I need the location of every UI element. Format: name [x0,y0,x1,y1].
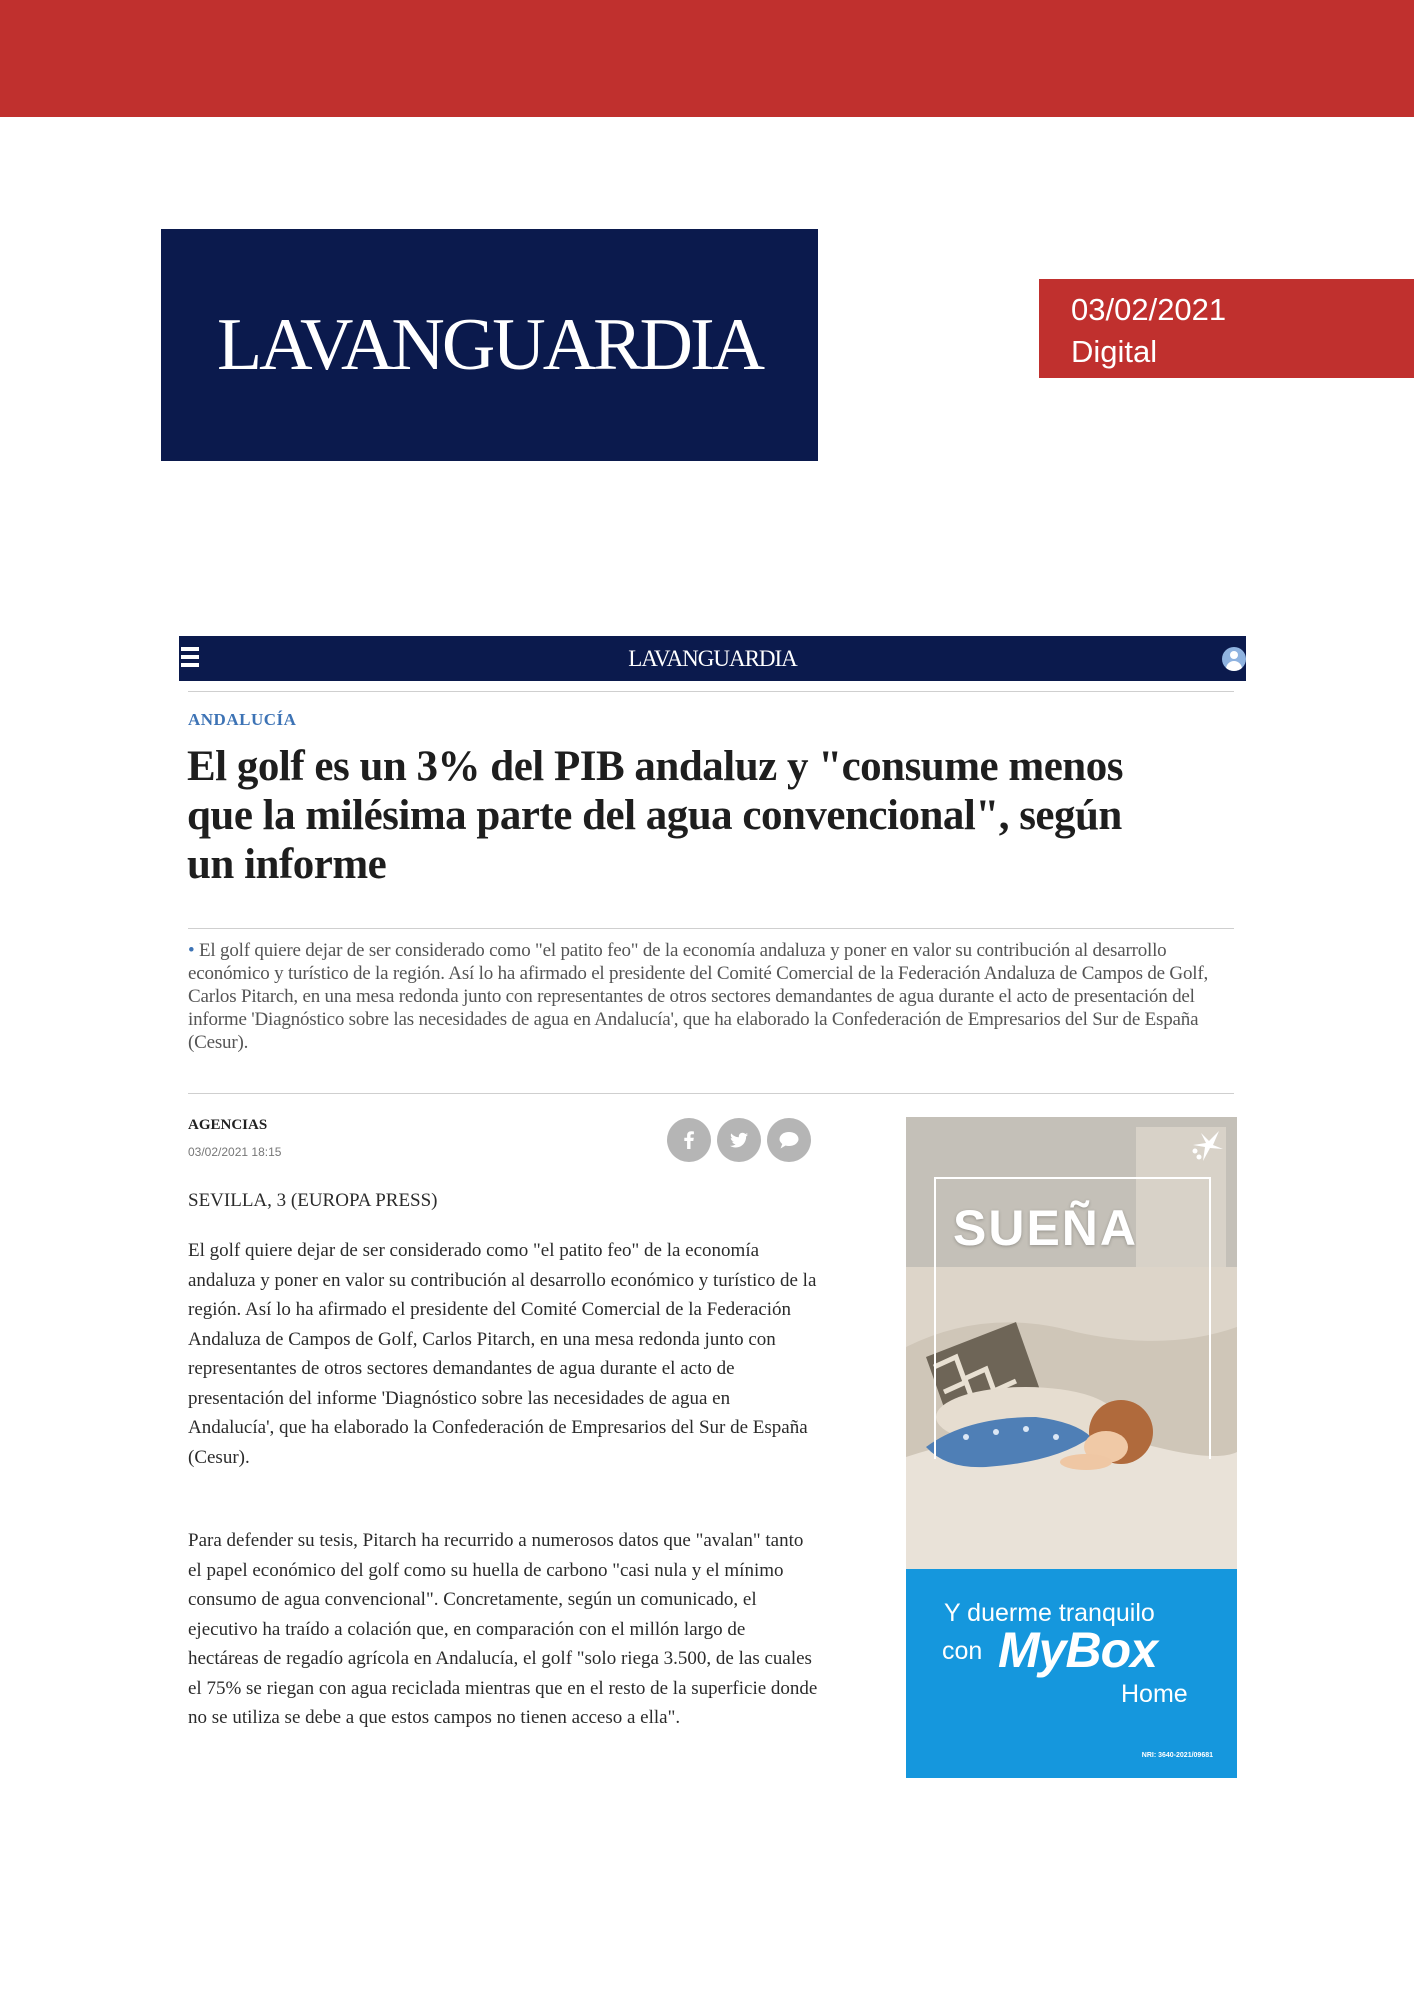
article-timestamp: 03/02/2021 18:15 [188,1145,282,1159]
star-logo-icon [1189,1127,1225,1163]
advertisement-banner[interactable] [906,1117,1237,1778]
subtitle-bullet: • [188,940,195,961]
comment-icon [767,1118,811,1162]
user-icon[interactable] [1222,647,1246,671]
clipping-masthead-logo [161,229,818,461]
twitter-share-button[interactable] [717,1118,761,1162]
divider [188,928,1234,929]
ad-brand: MyBox [998,1622,1157,1678]
ad-blue-panel [906,1569,1237,1778]
article-headline: El golf es un 3% del PIB andaluz y "consume menos que la milésima parte del agua convencional", según un informe [187,743,1123,888]
ad-home: Home [1121,1680,1188,1708]
divider [188,691,1234,692]
facebook-icon [667,1118,711,1162]
ad-headline: SUEÑA [953,1200,1139,1256]
article-paragraph: El golf quiere dejar de ser considerado como "el patito feo" de la economía andaluza y poner en valor su contribución al desarrollo económico y turístico de la región. Así lo ha afirmado el presidente del Comité Comercial de la Federación Andaluza de Campos de Golf, Carlos Pitarch, en una mesa redonda junto con representantes de otros sectores demandantes de agua durante el acto de presentación del informe 'Diagnóstico sobre las necesidades de agua en Andalucía', que ha elaborado la Confederación de Empresarios del Sur de España (Cesur). [188,1240,817,1468]
divider [188,1093,1234,1094]
masthead-logo-text: LAVANGUARDIA [216,304,763,386]
article-byline: AGENCIAS [188,1117,268,1133]
article-dateline: SEVILLA, 3 (EUROPA PRESS) [188,1190,438,1211]
ad-tagline: Y duerme tranquilo [944,1599,1155,1627]
site-logo[interactable]: LAVANGUARDIA [628,646,797,671]
ad-reference: NRI: 3640-2021/09681 [1141,1752,1213,1759]
article-subtitle [188,939,1233,1054]
ad-con: con [942,1637,983,1665]
twitter-icon [717,1118,761,1162]
clipping-medium: Digital [1071,334,1158,369]
facebook-share-button[interactable] [667,1118,711,1162]
site-header [179,636,1246,681]
comment-share-button[interactable] [767,1118,811,1162]
clipping-date: 03/02/2021 [1071,292,1227,327]
top-red-bar [0,0,1414,117]
clipping-date-box [1039,279,1414,378]
subtitle-text: El golf quiere dejar de ser considerado como "el patito feo" de la economía andaluza y poner en valor su contribución al desarrollo económico y turístico de la región. Así lo ha afirmado el presidente del Comité Comercial de la Federación Andaluza de Campos de Golf, Carlos Pitarch, en una mesa redonda junto con representantes de otros sectores demandantes de agua durante el acto de presentación del informe 'Diagnóstico sobre las necesidades de agua en Andalucía', que ha elaborado la Confederación de Empresarios del Sur de España (Cesur). [188,940,1209,1053]
section-label[interactable]: ANDALUCÍA [188,710,297,729]
article-paragraph: Para defender su tesis, Pitarch ha recurrido a numerosos datos que "avalan" tanto el papel económico del golf como su huella de carbono "casi nula y el mínimo consumo de agua convencional". Concretamente, según un comunicado, el ejecutivo ha traído a colación que, en comparación con el millón largo de hectáreas de regadío agrícola en Andalucía, el golf "solo riega 3.500, de las cuales el 75% se riegan con agua reciclada mientras que en el resto de la superficie donde no se utiliza se debe a que estos campos no tienen acceso a ella". [188,1530,818,1728]
